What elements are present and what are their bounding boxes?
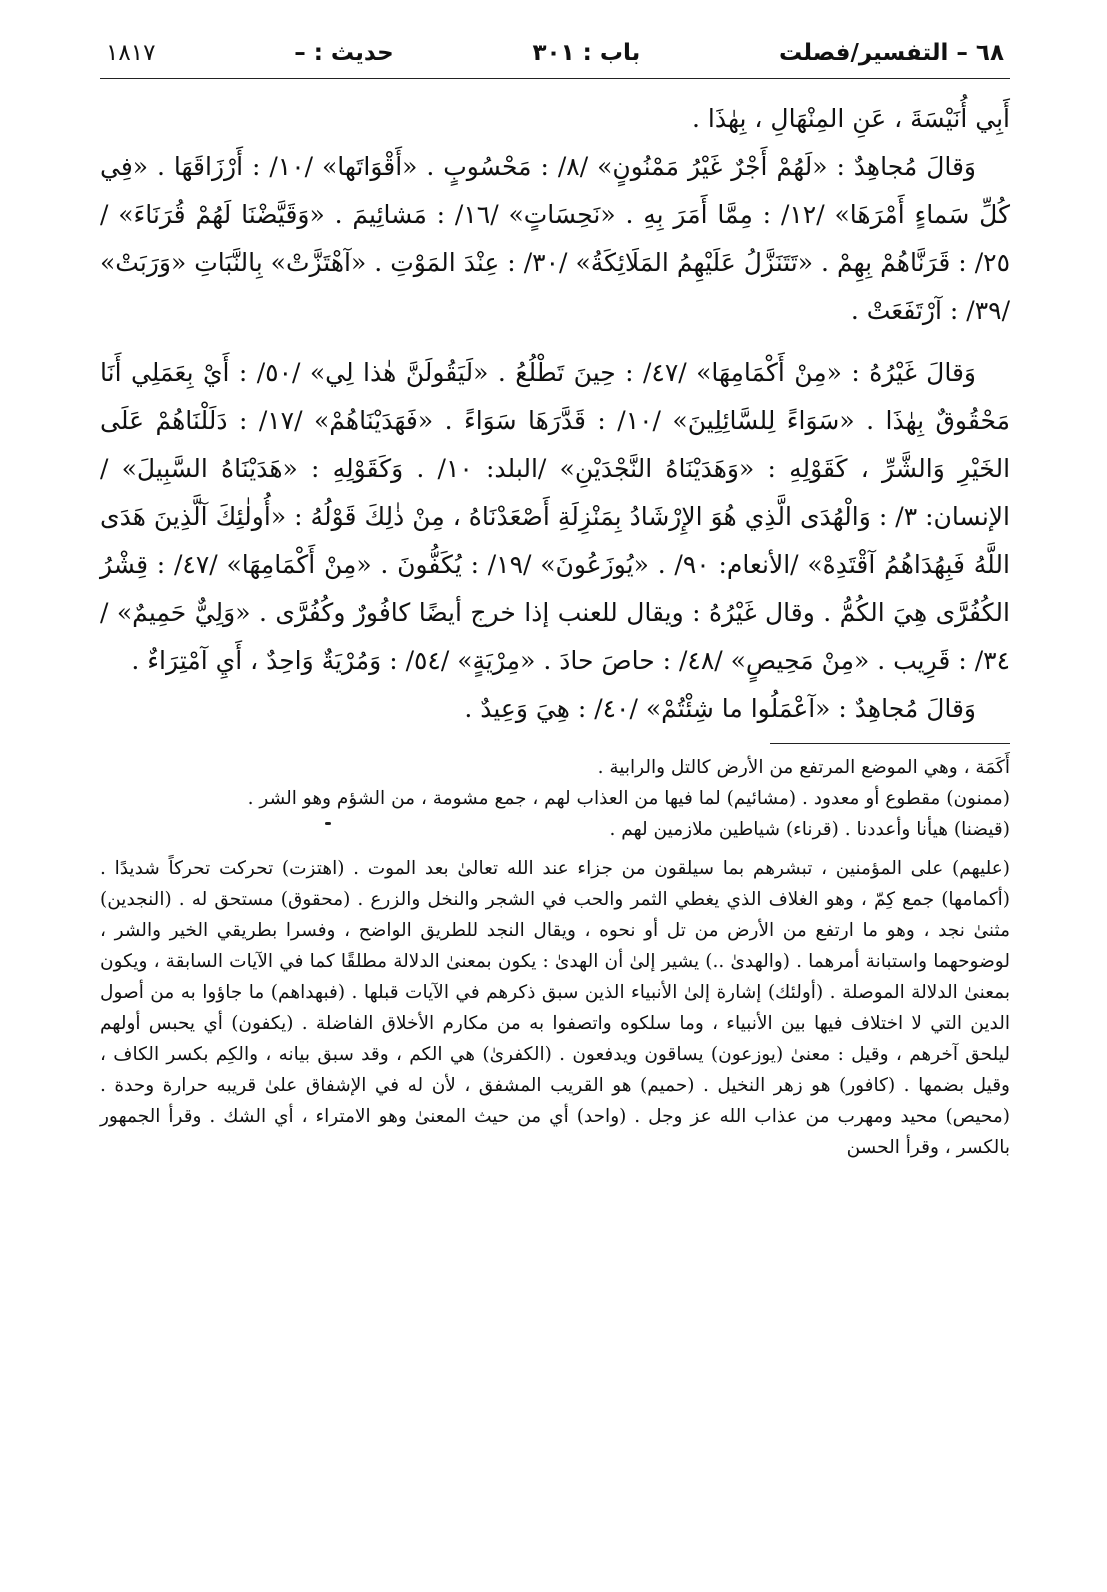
footnote-separator-wrap bbox=[100, 733, 1010, 752]
footnotes bbox=[100, 752, 1010, 1163]
page-number: ١٨١٧ bbox=[106, 40, 156, 66]
book-page bbox=[100, 40, 1010, 1163]
main-paragraph-others: وَقالَ غَيْرُهُ : «مِنْ أَكْمَامِهَا» /٤٧/ : حِينَ تَطْلُعُ . «لَيَقُولَنَّ هٰذا لِي» /٥٠/ : أَيْ بِعَمَلِي أَنَا مَحْقُوقٌ بِهٰذَا . «سَوَاءً لِلسَّائِلِينَ» /١٠/ : قَدَّرَهَا سَوَاءً . «فَهَدَيْنَاهُمْ» /١٧/ : دَلَلْنَاهُمْ عَلَى الخَيْرِ وَالشَّرِّ ، كَقَوْلِهِ : «وَهَدَيْنَاهُ النَّجْدَيْنِ» /البلد: ١٠/ . وَكَقَوْلِهِ : «هَدَيْنَاهُ السَّبِيلَ» /الإنسان: ٣/ : وَالْهُدَى الَّذِي هُوَ الإِرْشَادُ بِمَنْزِلَةِ أَصْعَدْنَاهُ ، مِنْ ذٰلِكَ قَوْلُهُ : «أُولٰئِكَ آلَّذِينَ هَدَى اللَّهُ فَبِهُدَاهُمُ آقْتَدِهْ» /الأنعام: ٩٠/ . «يُوزَعُونَ» /١٩/ : يُكَفُّونَ . «مِنْ أَكْمَامِهَا» /٤٧/ : قِشْرُ الكُفُرَّى هِيَ الكُمُّ . وقال غَيْرُهُ : ويقال للعنب إذا خرج أيضًا كافُورٌ وكُفُرَّى . «وَلِيٌّ حَمِيمٌ» /٣٤/ : قَرِيب . «مِنْ مَحِيصٍ» /٤٨/ : حاصَ حادَ . «مِرْيَةٍ» /٥٤/ : وَمُرْيَةٌ وَاحِدٌ ، أَيِ آمْتِرَاءٌ . bbox=[100, 358, 1011, 675]
footnote-line: أَكَمَة ، وهي الموضع المرتفع من الأرض كالتل والرابية . bbox=[597, 757, 1010, 778]
footnote-line: (ممنون) مقطوع أو معدود . (مشائيم) لما فيها من العذاب لهم ، جمع مشومة ، من الشؤم وهو الشر . bbox=[247, 788, 1010, 809]
main-text bbox=[100, 95, 1010, 733]
footnote-separator bbox=[770, 743, 1010, 744]
bab-number: باب : ٣٠١ bbox=[532, 40, 641, 66]
ink-speck bbox=[325, 822, 331, 825]
footnote-line: (قيضنا) هيأنا وأعددنا . (قرناء) شياطين ملازمين لهم . bbox=[609, 819, 1010, 840]
footnote-paragraph: (عليهم) على المؤمنين ، تبشرهم بما سيلقون من جزاء عند الله تعالىٰ بعد الموت . (اهتزت) تحركت تحركاً شديدًا . (أكمامها) جمع كِمّ ، وهو الغلاف الذي يغطي الثمر والحب في الشجر والنخل والزرع . (محقوق) مستحق له . (النجدين) مثنىٰ نجد ، وهو ما ارتفع من الأرض من تل أو نحوه ، ويقال النجد للطريق الواضح ، وفسرا بطريقي الخير والشر ، لوضوحهما واستبانة أمرهما . (والهدىٰ ..) يشير إلىٰ أن الهدىٰ : يكون بمعنىٰ الدلالة مطلقًا كما في الآيات السابقة ، ويكون بمعنىٰ الدلالة الموصلة . (أولئك) إشارة إلىٰ الأنبياء الذين سبق ذكرهم في الآيات قبلها . (فبهداهم) ما جاؤوا به من أصول الدين التي لا اختلاف فيها بين الأنبياء ، وما سلكوه واتصفوا به من مكارم الأخلاق الفاضلة . (يكفون) أي يحبس أولهم ليلحق آخرهم ، وقيل : معنىٰ (يوزعون) يساقون ويدفعون . (الكفرىٰ) هي الكم ، وقد سبق بيانه ، والكِم بكسر الكاف ، وقيل بضمها . (كافور) هو زهر النخيل . (حميم) هو القريب المشفق ، لأن له في الإشفاق علىٰ قريبه حرارة وحدة . (محيص) محيد ومهرب من عذاب الله عز وجل . (واحد) أي من حيث المعنىٰ وهو الامتراء ، أي الشك . وقرأ الجمهور بالكسر ، وقرأ الحسن bbox=[100, 858, 1010, 1158]
hadith-number: حديث : – bbox=[294, 40, 394, 66]
main-line-continuation: أَبِي أُنَيْسَةَ ، عَنِ المِنْهَالِ ، بِهٰذَا . bbox=[692, 104, 1010, 133]
main-paragraph-mujahid: وَقالَ مُجاهِدٌ : «لَهُمْ أَجْرٌ غَيْرُ مَمْنُونٍ» /٨/ : مَحْسُوبٍ . «أَقْوَاتَها» /١٠/ : أَرْزَاقَهَا . «فِي كُلِّ سَماءٍ أَمْرَهَا» /١٢/ : مِمَّا أَمَرَ بِهِ . «نَحِسَاتٍ» /١٦/ : مَشائِيمَ . «وَقَيَّضْنَا لَهُمْ قُرَنَاءَ» /٢٥/ : قَرَنَّاهُمْ بِهِمْ . «تَتَنَزَّلُ عَلَيْهِمُ المَلَائِكَةُ» /٣٠/ : عِنْدَ المَوْتِ . «آهْتَزَّتْ» بِالنَّبَاتِ «وَرَبَتْ» /٣٩/ : آرْتَفَعَتْ . bbox=[100, 152, 1010, 325]
chapter-title: ٦٨ – التفسير/فصلت bbox=[778, 40, 1004, 66]
running-header bbox=[100, 40, 1010, 79]
main-paragraph-final: وَقالَ مُجاهِدٌ : «آعْمَلُوا ما شِئْتُمْ» /٤٠/ : هِيَ وَعِيدٌ . bbox=[464, 694, 976, 723]
